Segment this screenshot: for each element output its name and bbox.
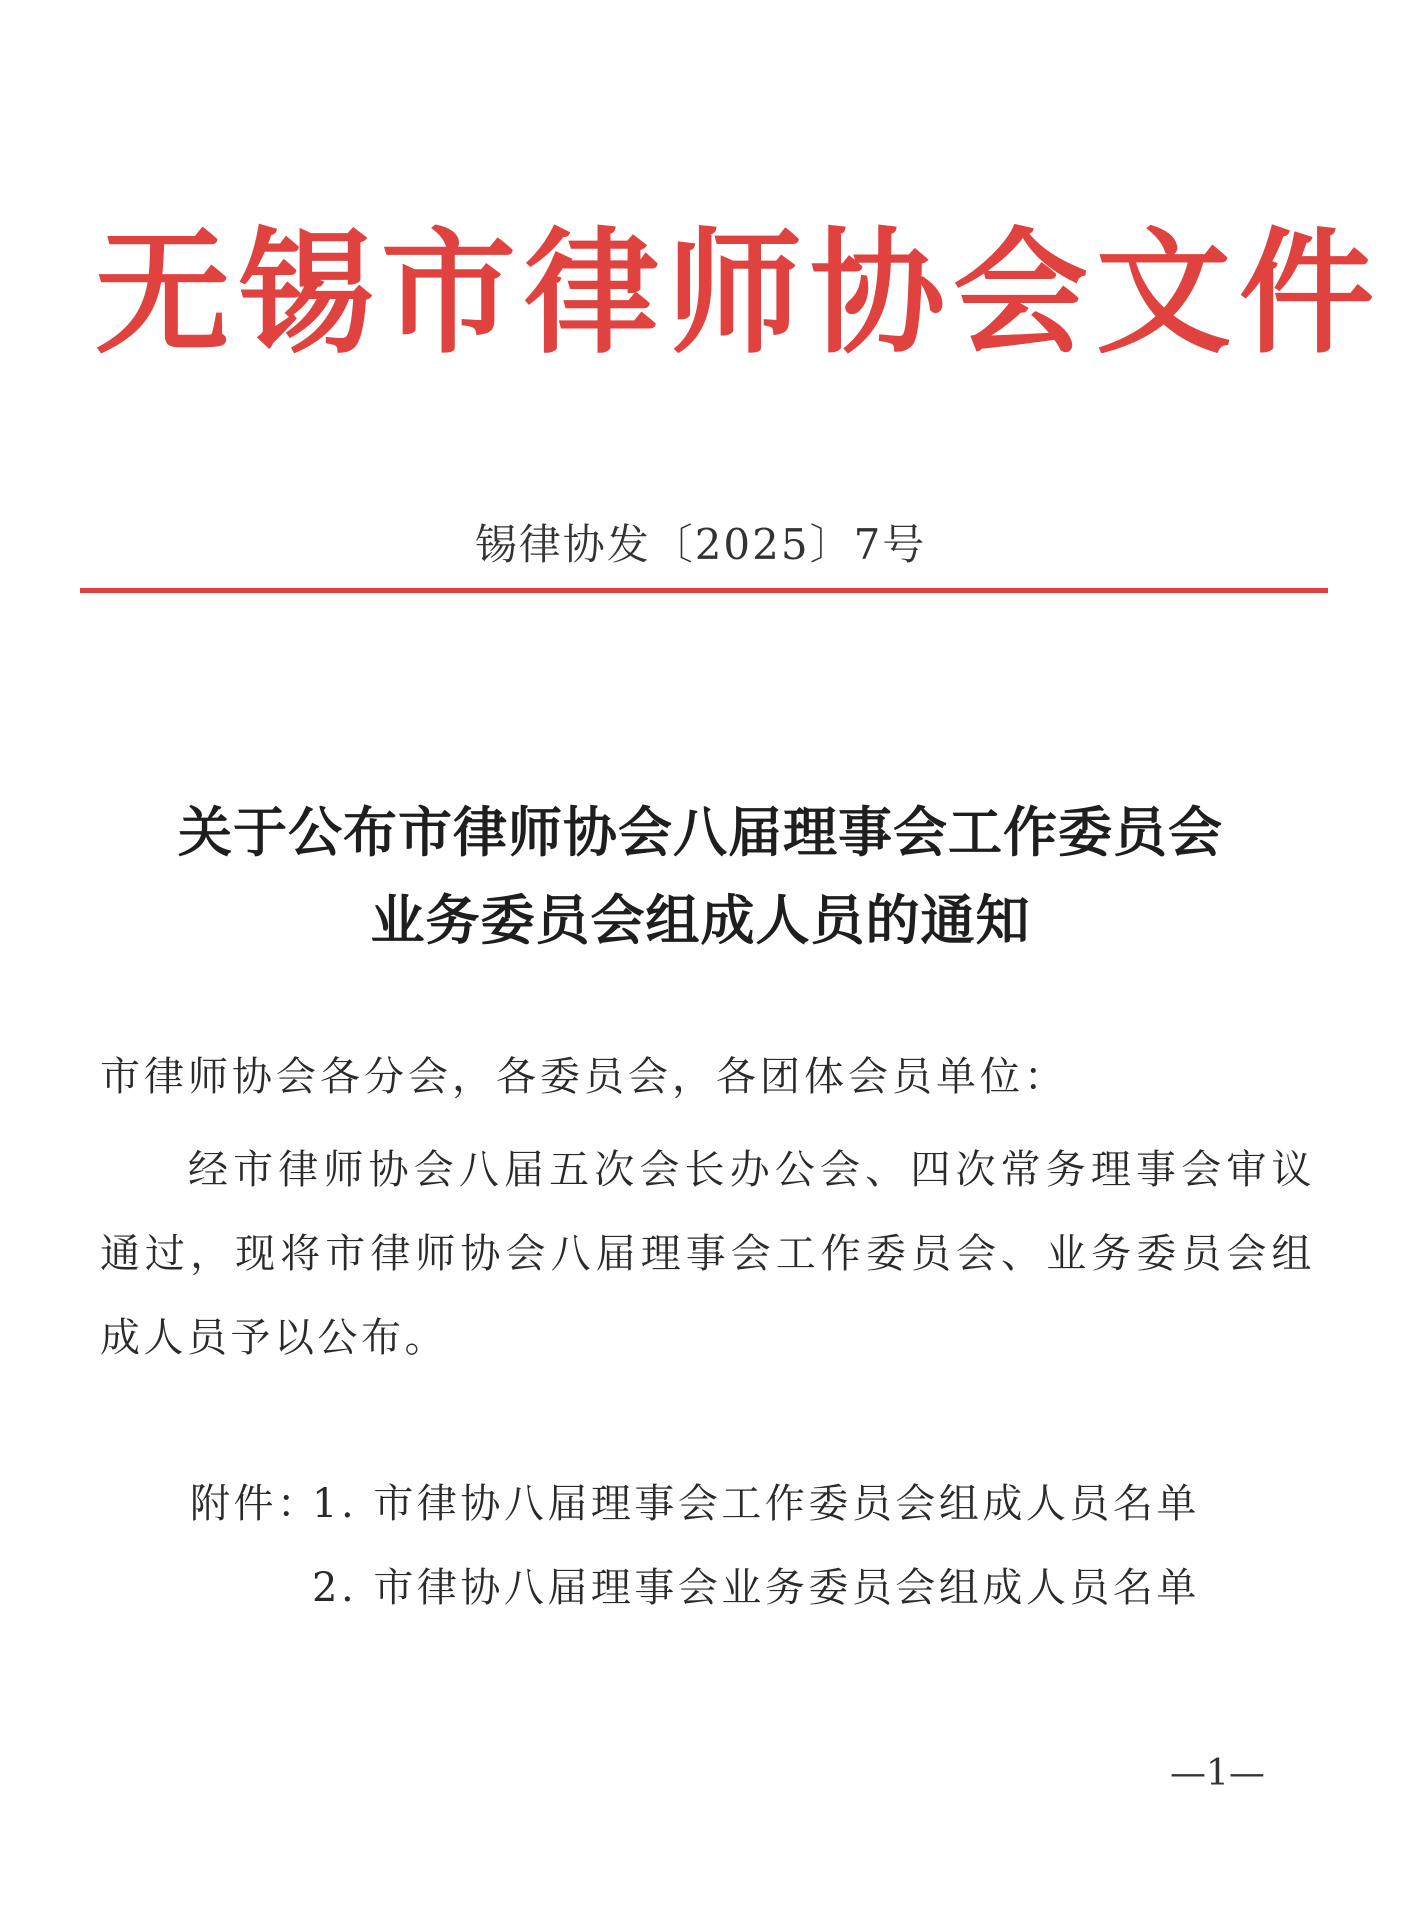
- notice-title-line-1: 关于公布市律师协会八届理事会工作委员会: [178, 800, 1223, 864]
- attachment-item: [190, 1546, 1200, 1630]
- document-number: 锡律协发〔2025〕7号: [474, 520, 927, 569]
- notice-title: [60, 788, 1341, 964]
- page-number: —1—: [1170, 1753, 1265, 1794]
- attachments-list: [190, 1462, 1200, 1630]
- notice-title-line-2: 业务委员会组成人员的通知: [370, 888, 1031, 952]
- attachment-item: [190, 1462, 1200, 1546]
- attachments-label: 附件：: [190, 1481, 321, 1527]
- attachment-item-text: 1. 市律协八届理事会工作委员会组成人员名单: [312, 1481, 1200, 1527]
- red-divider-line: [80, 588, 1328, 593]
- body-paragraph: 经市律师协会八届五次会长办公会、四次常务理事会审议通过，现将市律师协会八届理事会工作委员会、业务委员会组成人员予以公布。: [100, 1147, 1315, 1361]
- salutation: 市律师协会各分会，各委员会，各团体会员单位：: [100, 1054, 1068, 1100]
- attachment-item-text: 2. 市律协八届理事会业务委员会组成人员名单: [312, 1565, 1200, 1611]
- masthead-title: 无锡市律师协会文件: [95, 213, 1382, 372]
